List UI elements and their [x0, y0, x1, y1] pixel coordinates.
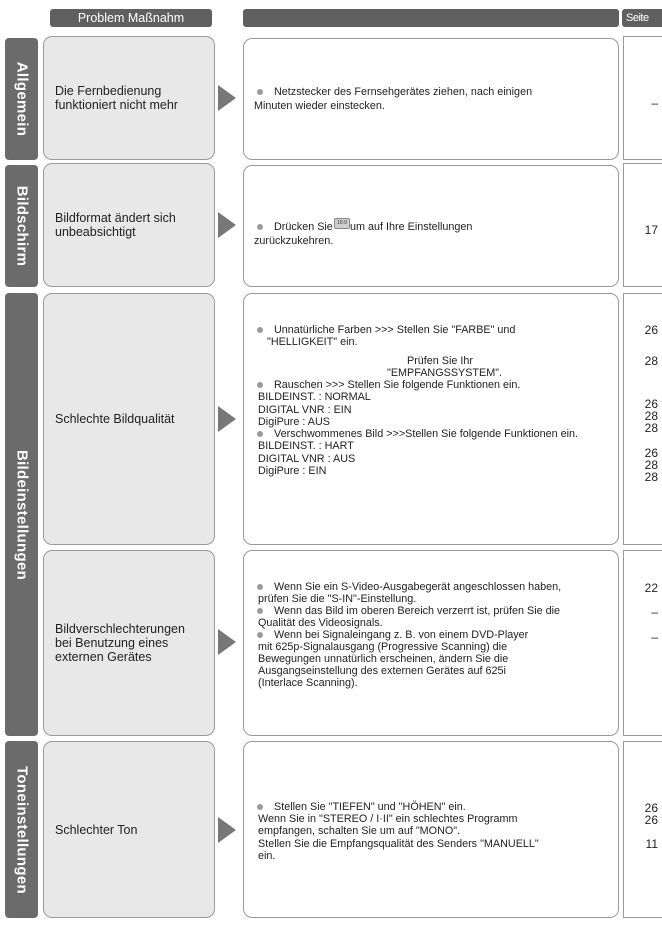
bullet-icon: [257, 608, 263, 614]
solution-line: Bewegungen unnatürlich erscheinen, ändern Sie die: [258, 653, 509, 665]
solution-line: BILDEINST. : HART: [258, 440, 354, 452]
solution-line: Wenn bei Signaleingang z. B. von einem DVD-Player: [274, 629, 529, 641]
solution-externes-geraet: [243, 550, 619, 736]
bullet-icon: [257, 327, 263, 333]
solution-ton: [243, 741, 619, 918]
bullet-icon: [257, 431, 263, 437]
aspect-button-icon: 16:9: [334, 218, 350, 229]
solution-line: Qualität des Videosignals.: [258, 617, 383, 629]
page-column: [623, 36, 662, 160]
category-label: Allgemein: [13, 61, 30, 137]
solution-line: Wenn das Bild im oberen Bereich verzerrt ist, prüfen Sie die: [274, 605, 561, 617]
arrow-right-icon: [218, 406, 236, 432]
bullet-icon: [257, 804, 263, 810]
solution-line: zurückzukehren.: [254, 235, 334, 247]
bullet-icon: [257, 382, 263, 388]
page-number: 26: [644, 446, 658, 460]
arrow-right-icon: [218, 817, 236, 843]
solution-line: DIGITAL VNR : AUS: [258, 453, 356, 465]
solution-line: ein.: [258, 850, 276, 862]
solution-line: "EMPFANGSSYSTEM".: [387, 367, 503, 379]
category-allgemein: [5, 38, 38, 160]
bullet-icon: [257, 584, 263, 590]
problem-label: Schlechte Bildqualität: [55, 412, 175, 426]
page-number: 28: [644, 409, 658, 423]
solution-line: um auf Ihre Einstellungen: [350, 221, 473, 233]
page-number: 28: [644, 470, 658, 484]
solution-line: Prüfen Sie Ihr: [407, 355, 474, 367]
page-number: –: [651, 630, 658, 644]
page-number: 26: [644, 397, 658, 411]
solution-line: BILDEINST. : NORMAL: [258, 391, 371, 403]
solution-line: Rauschen >>> Stellen Sie folgende Funktionen ein.: [274, 379, 521, 391]
problem-ton: [43, 741, 215, 918]
page-number: 28: [644, 458, 658, 472]
solution-line: Unnatürliche Farben >>> Stellen Sie "FARBE" und: [274, 324, 516, 336]
solution-line: Wenn Sie ein S-Video-Ausgabegerät angeschlossen haben,: [274, 581, 562, 593]
page-number: –: [651, 96, 658, 110]
bullet-icon: [257, 224, 263, 230]
solution-fernbedienung: [243, 38, 619, 160]
header-problem: Problem Maßnahm: [50, 9, 212, 27]
page-number: 22: [644, 581, 658, 595]
problem-label: Die Fernbedienung funktioniert nicht mehr: [55, 84, 178, 112]
page-number: 26: [644, 323, 658, 337]
solution-line: Netzstecker des Fernsehgerätes ziehen, nach einigen: [274, 86, 533, 98]
solution-line: (Interlace Scanning).: [258, 677, 358, 689]
solution-line: Verschwommenes Bild >>>Stellen Sie folgende Funktionen ein.: [274, 428, 578, 440]
arrow-right-icon: [218, 212, 236, 238]
problem-label: Schlechter Ton: [55, 822, 138, 837]
solution-line: Stellen Sie die Empfangsqualität des Senders "MANUELL": [258, 838, 539, 850]
header-seite: Seite: [622, 9, 662, 27]
solution-line: Wenn Sie in "STEREO / I·II" ein schlechtes Programm: [258, 813, 518, 825]
page-column: [623, 163, 662, 287]
page-number: 26: [644, 801, 658, 815]
category-bildschirm: [5, 165, 38, 287]
bullet-icon: [257, 89, 263, 95]
problem-bildqualitaet: [43, 293, 215, 545]
header-massnahme: [243, 9, 619, 27]
solution-bildformat: [243, 165, 619, 287]
solution-line: Ausgangseinstellung des externen Gerätes auf 625i: [258, 665, 506, 677]
problem-externes-geraet: [43, 550, 215, 736]
page-column: [623, 550, 662, 736]
problem-fernbedienung: [43, 36, 215, 160]
arrow-right-icon: [218, 85, 236, 111]
page-number: 17: [644, 223, 658, 237]
category-toneinstellungen: [5, 741, 38, 918]
page-number: 26: [644, 813, 658, 827]
problem-bildformat: [43, 163, 215, 287]
solution-line: DigiPure : AUS: [258, 416, 331, 428]
page-number: 28: [644, 421, 658, 435]
category-label: Toneinstellungen: [13, 765, 30, 894]
arrow-right-icon: [218, 629, 236, 655]
solution-line: DigiPure : EIN: [258, 465, 327, 477]
category-label: Bildeinstellungen: [13, 449, 30, 580]
problem-label: Bildverschlechterungen bei Benutzung eines externen Gerätes: [55, 622, 185, 664]
page-number: 28: [644, 354, 658, 368]
category-label: Bildschirm: [13, 185, 30, 267]
solution-line: Stellen Sie "TIEFEN" und "HÖHEN" ein.: [274, 801, 466, 813]
category-bildeinstellungen: [5, 293, 38, 736]
page-column: [623, 741, 662, 918]
solution-line: Minuten wieder einstecken.: [254, 100, 385, 112]
page-number: 11: [645, 837, 658, 851]
solution-line: prüfen Sie die "S-IN"-Einstellung.: [258, 593, 417, 605]
solution-line: empfangen, schalten Sie um auf "MONO".: [258, 825, 461, 837]
bullet-icon: [257, 632, 263, 638]
problem-label: Bildformat ändert sich unbeabsichtigt: [55, 211, 176, 239]
solution-bildqualitaet: [243, 293, 619, 545]
page-number: –: [651, 605, 658, 619]
page-column: [623, 293, 662, 545]
solution-line: "HELLIGKEIT" ein.: [267, 336, 358, 348]
solution-line: Drücken Sie: [274, 221, 333, 233]
solution-line: DIGITAL VNR : EIN: [258, 404, 352, 416]
solution-line: mit 625p-Signalausgang (Progressive Scanning) die: [258, 641, 508, 653]
